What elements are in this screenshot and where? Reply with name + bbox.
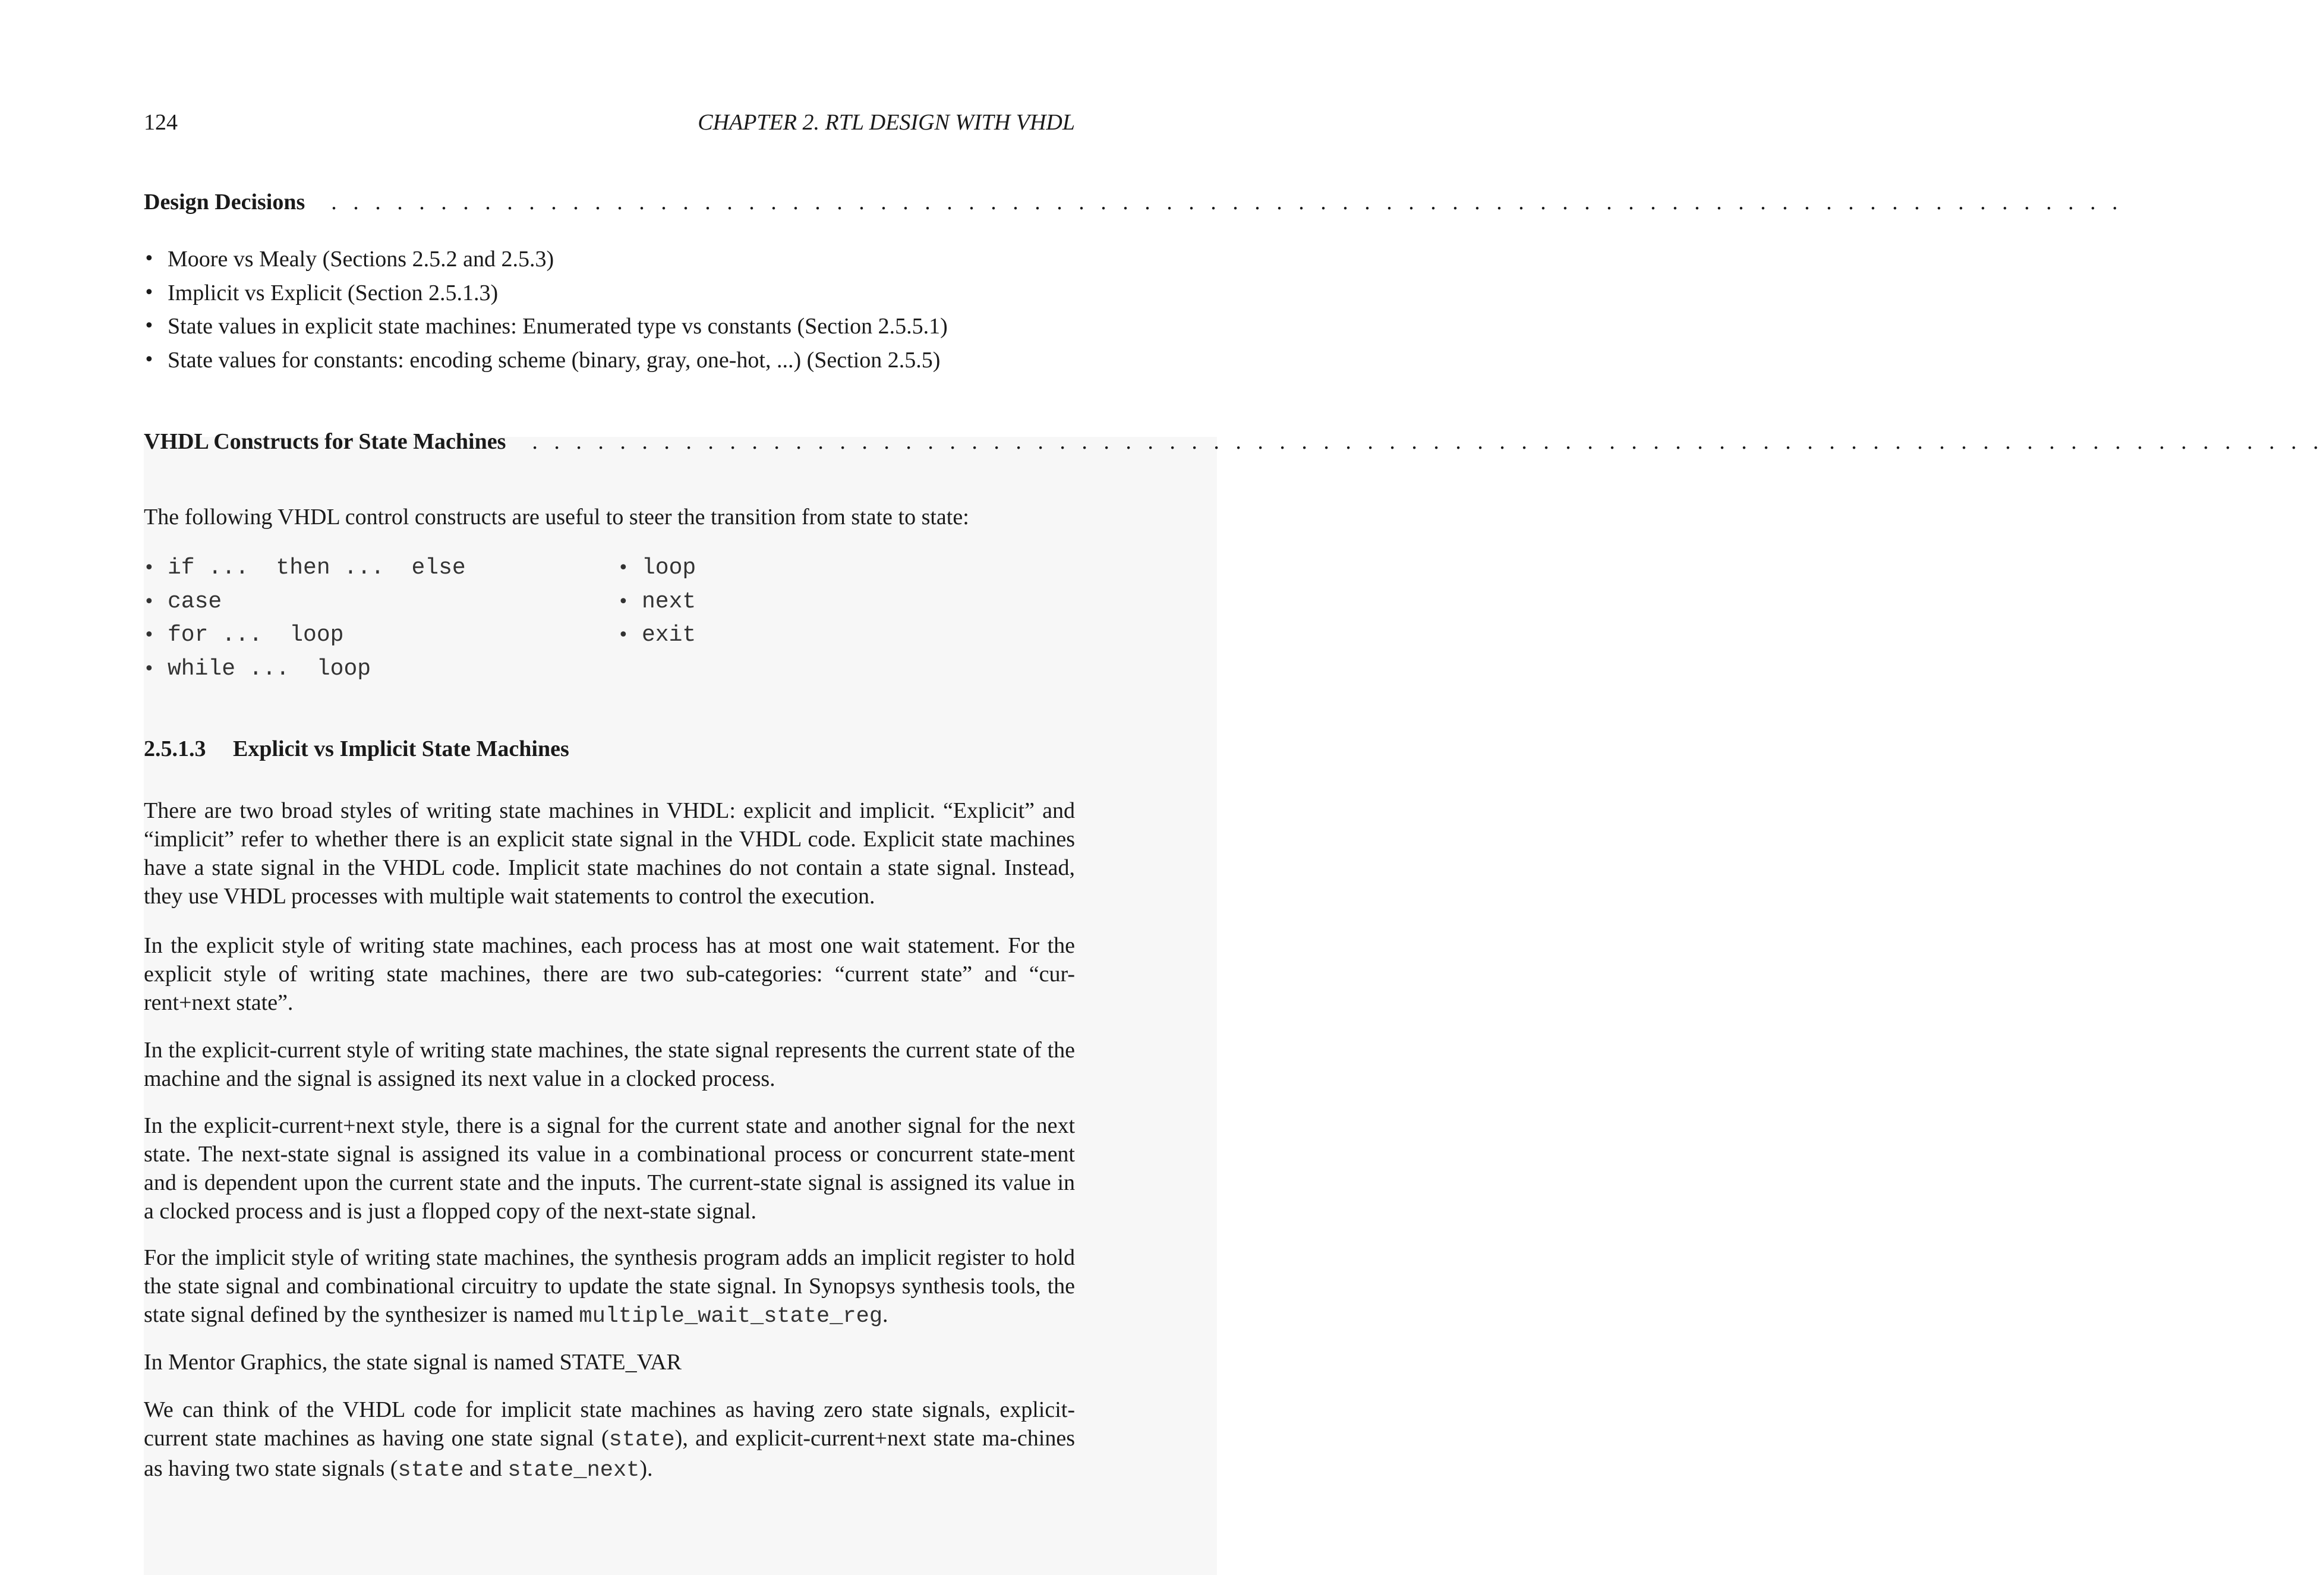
paragraph-explicit-style: In the explicit style of writing state machines, each process has at most one wait statement. For the explicit style of writing state machines, there are two sub-categories: “current state” and “cur-rent+next state”. [144,933,1075,1015]
list-item: • loop [618,552,696,585]
list-item: • exit [618,619,696,653]
constructs-heading-row [144,426,2324,457]
paragraph-text: . [882,1302,888,1327]
list-item: • for ... loop [144,619,466,653]
list-item: • while ... loop [144,653,466,686]
paragraph-text: For the implicit style of writing state machines, the synthesis program adds an implicit register to hold the state signal and combinational circuitry to update the state signal. In Synopsys synthesis tools, the state signal defined by the synthesizer is named [144,1245,1075,1327]
code-identifier: state_next [507,1458,640,1483]
paragraph-implicit-style [144,1243,1075,1331]
design-decisions-heading: Design Decisions [144,190,305,215]
code-identifier: state [608,1428,675,1453]
paragraph-text: ), and explicit-current+next state ma-chines as having two state signals ( [144,1426,1075,1481]
code-identifier: state [398,1458,464,1483]
design-decisions-heading-row [144,187,2123,218]
design-decisions-list [144,242,948,377]
subsection-heading [144,733,569,764]
paragraph-styles-overview: There are two broad styles of writing state machines in VHDL: explicit and implicit. “Explicit” and “implicit” refer to whether there is an explicit state signal in the VHDL code. Explicit state machines have a state signal in the VHDL code. Implicit state machines do not contain a state signal. Instead, they use VHDL processes with multiple wait statements to control the execution. [144,798,1075,909]
list-item: • next [618,585,696,619]
list-item: • Implicit vs Explicit (Section 2.5.1.3) [144,276,948,310]
page-number: 124 [144,110,178,135]
paragraph-mentor-graphics: In Mentor Graphics, the state signal is named STATE_VAR [144,1350,682,1375]
list-item: • State values in explicit state machines: Enumerated type vs constants (Section 2.5.5.1) [144,310,948,344]
constructs-heading: VHDL Constructs for State Machines [144,429,506,454]
dot-leader: . . . . . . . . . . . . . . . . . . . . . . . . . . . . . . . . . . . . . . . . . . . . . . . . . . . . . . . . . . . . . . . . . . . . . . . . . . . . . . . . . . [331,190,2123,215]
paragraph-state-signal-count [144,1396,1075,1485]
constructs-right-list [618,552,696,653]
paragraph-explicit-current-next: In the explicit-current+next style, there is a signal for the current state and another signal for the next state. The next-state signal is assigned its value in a combinational process or concurrent state-ment and is dependent upon the current state and the inputs. The current-state signal is assigned its value in a clocked process and is just a flopped copy of the next-state signal. [144,1113,1075,1224]
chapter-title: CHAPTER 2. RTL DESIGN WITH VHDL [698,110,1075,135]
list-item: • if ... then ... else [144,552,466,585]
subsection-title: Explicit vs Implicit State Machines [233,736,569,761]
subsection-number: 2.5.1.3 [144,736,206,761]
dot-leader: . . . . . . . . . . . . . . . . . . . . . . . . . . . . . . . . . . . . . . . . . . . . . . . . . . . . . . . . . . . . . . . . . . . . . . . . . . . . . . . . . . [532,429,2324,454]
paragraph-text: ). [639,1456,653,1481]
paragraph-text: We can think of the VHDL code for implicit state machines as having zero state signals, explicit-current state machines as having one state signal ( [144,1397,1075,1451]
list-item: • Moore vs Mealy (Sections 2.5.2 and 2.5.3) [144,242,948,276]
code-identifier: multiple_wait_state_reg [579,1304,883,1329]
paragraph-text: and [463,1456,508,1481]
list-item: • State values for constants: encoding scheme (binary, gray, one-hot, ...) (Section 2.5.5) [144,344,948,377]
list-item: • case [144,585,466,619]
constructs-intro: The following VHDL control constructs are useful to steer the transition from state to state: [144,505,969,530]
constructs-left-list [144,552,466,686]
paragraph-explicit-current: In the explicit-current style of writing state machines, the state signal represents the current state of the machine and the signal is assigned its next value in a clocked process. [144,1038,1075,1091]
